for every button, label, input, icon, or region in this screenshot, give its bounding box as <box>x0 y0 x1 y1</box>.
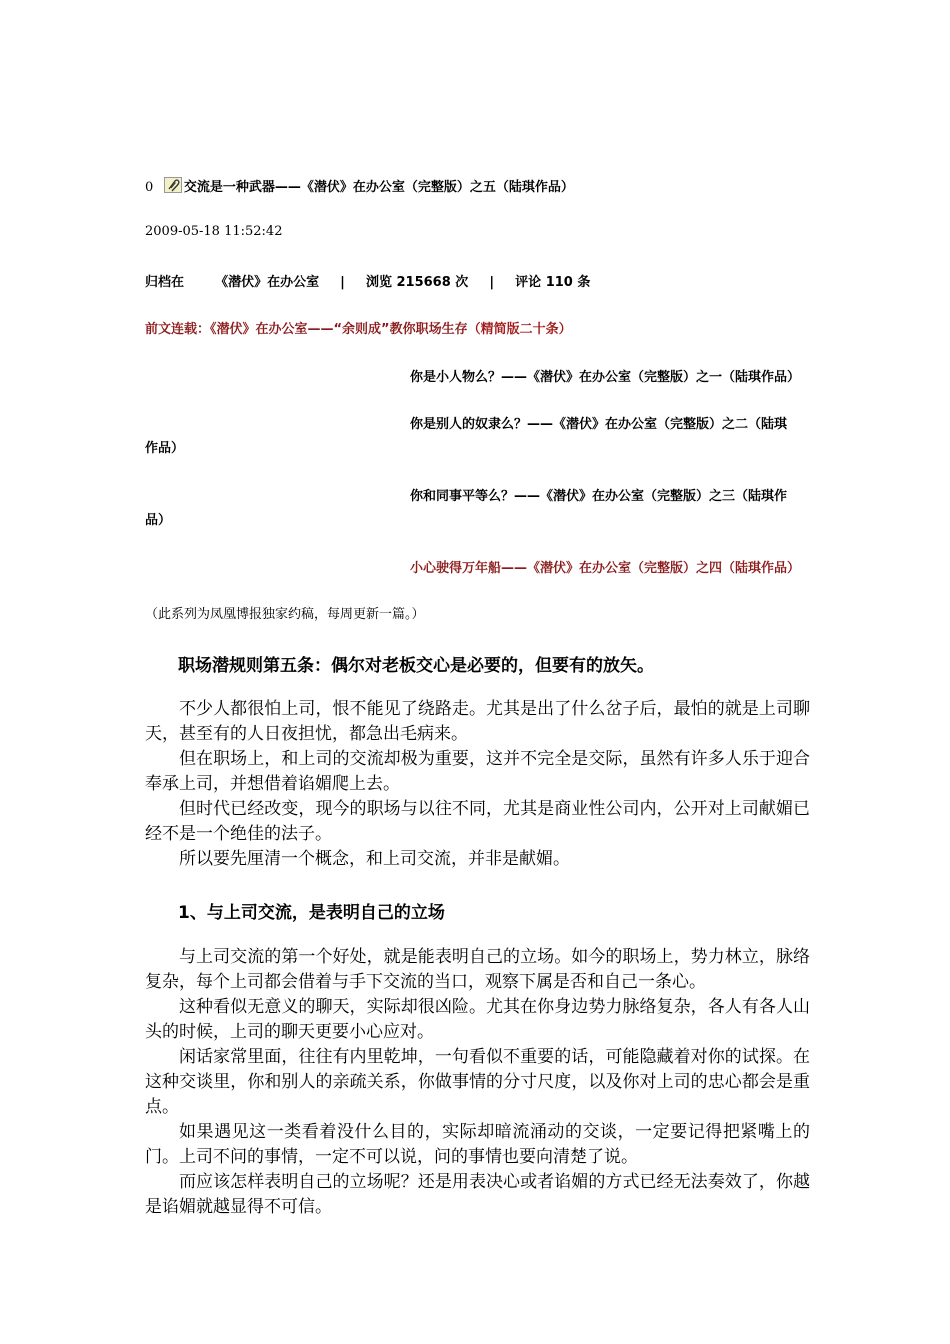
section-paragraphs <box>145 945 810 1220</box>
paragraph: 不少人都很怕上司，恨不能见了绕路走。尤其是出了什么岔子后，最怕的就是上司聊天，甚至有的人日夜担忧，都急出毛病来。 <box>145 699 810 744</box>
post-meta <box>145 271 590 290</box>
series-note: （此系列为凤凰博报独家约稿，每周更新一篇。） <box>145 607 425 622</box>
series-link-3[interactable]: 你和同事平等么？——《潜伏》在办公室（完整版）之三（陆琪作 <box>410 489 788 504</box>
paragraph: 这种看似无意义的聊天，实际却很凶险。尤其在你身边势力脉络复杂，各人有各人山头的时候，上司的聊天更要小心应对。 <box>145 997 810 1042</box>
section-heading: 1、与上司交流，是表明自己的立场 <box>178 903 445 923</box>
archived-label: 归档在 <box>145 275 185 290</box>
archived-category-link[interactable]: 《潜伏》在办公室 <box>215 275 320 290</box>
series-link-3-wrap[interactable]: 品） <box>145 513 172 528</box>
post-title: 交流是一种武器——《潜伏》在办公室（完整版）之五（陆琪作品） <box>183 180 574 195</box>
attachment-icon <box>164 177 182 193</box>
previous-series-link[interactable]: 《潜伏》在办公室——“余则成”教你职场生存 <box>210 322 468 337</box>
paragraph: 但在职场上，和上司的交流却极为重要，这并不完全是交际，虽然有许多人乐于迎合奉承上司，并想借着谄媚爬上去。 <box>145 749 810 794</box>
meta-separator: | <box>340 275 345 290</box>
series-link-2-wrap[interactable]: 作品） <box>145 441 185 456</box>
series-link-4[interactable]: 小心驶得万年船——《潜伏》在办公室（完整版）之四（陆琪作品） <box>410 561 801 576</box>
series-link-1[interactable]: 你是小人物么？——《潜伏》在办公室（完整版）之一（陆琪作品） <box>410 370 801 385</box>
paragraph: 所以要先厘清一个概念，和上司交流，并非是献媚。 <box>179 849 570 869</box>
rule-heading: 职场潜规则第五条：偶尔对老板交心是必要的，但要有的放矢。 <box>178 656 654 676</box>
previous-series-line <box>145 318 572 337</box>
meta-separator: | <box>489 275 495 290</box>
paragraph: 而应该怎样表明自己的立场呢？还是用表决心或者谄媚的方式已经无法奏效了，你越是谄媚就越显得不可信。 <box>145 1172 810 1217</box>
intro-paragraphs <box>145 697 810 872</box>
series-link-2[interactable]: 你是别人的奴隶么？——《潜伏》在办公室（完整版）之二（陆琪 <box>410 417 788 432</box>
paragraph: 但时代已经改变，现今的职场与以往不同，尤其是商业性公司内，公开对上司献媚已经不是一个绝佳的法子。 <box>145 799 810 844</box>
previous-label: 前文连载： <box>145 322 211 337</box>
post-date: 2009-05-18 11:52:42 <box>145 224 283 239</box>
paragraph: 与上司交流的第一个好处，就是能表明自己的立场。如今的职场上，势力林立，脉络复杂，每个上司都会借着与手下交流的当口，观察下属是否和自己一条心。 <box>145 947 810 992</box>
title-prefix: 0 <box>145 180 154 195</box>
comment-count-link[interactable]: 评论 110 条 <box>515 275 591 290</box>
paragraph: 闲话家常里面，往往有内里乾坤，一句看似不重要的话，可能隐藏着对你的试探。在这种交谈里，你和别人的亲疏关系，你做事情的分寸尺度，以及你对上司的忠心都会是重点。 <box>145 1047 810 1117</box>
previous-series-tag: （精简版二十条） <box>467 322 572 337</box>
post-title-line <box>145 176 574 195</box>
paragraph: 如果遇见这一类看着没什么目的，实际却暗流涌动的交谈，一定要记得把紧嘴上的门。上司不问的事情，一定不可以说，问的事情也要向清楚了说。 <box>145 1122 810 1167</box>
view-count: 浏览 215668 次 <box>365 275 469 290</box>
